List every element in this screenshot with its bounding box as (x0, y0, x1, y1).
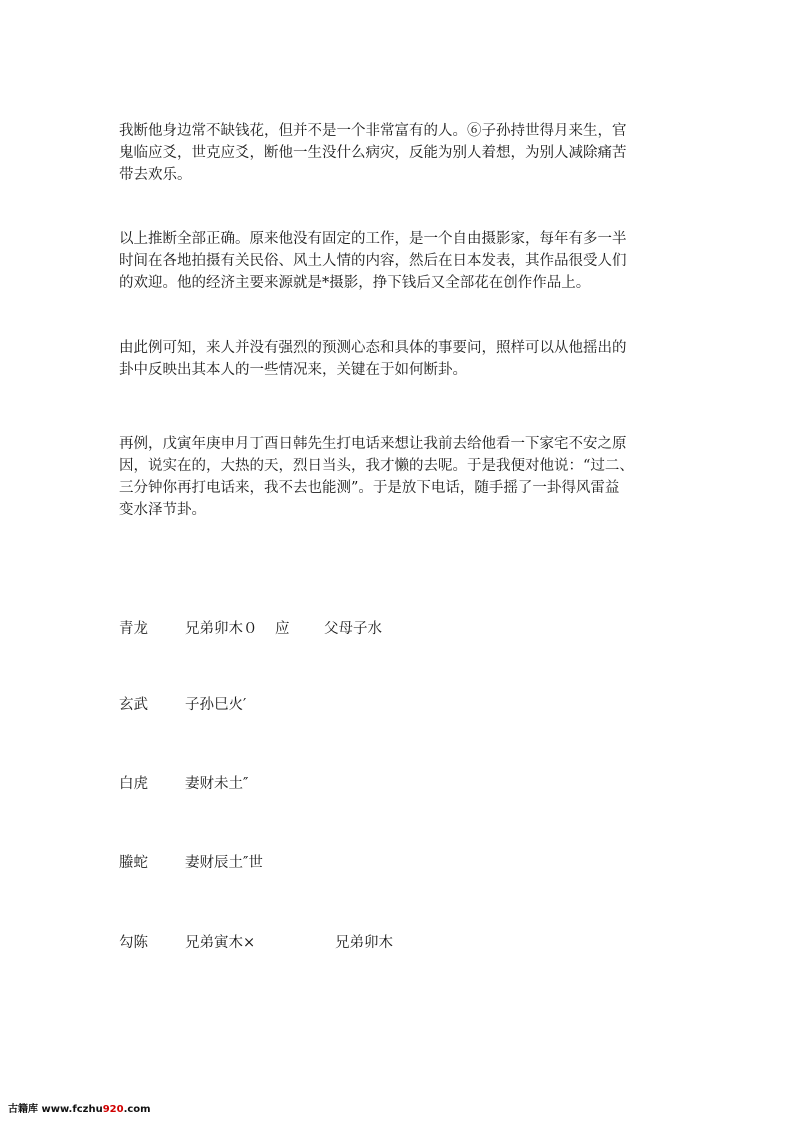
six-god: 青龙 (119, 621, 148, 637)
paragraph-line: 鬼临应爻，世克应爻，断他一生没什么病灾，反能为别人着想，为别人减除痛苦 (119, 145, 627, 161)
paragraph-3 (119, 337, 679, 381)
paragraph-line: 的欢迎。他的经济主要来源就是*摄影，挣下钱后又全部花在创作作品上。 (119, 275, 591, 291)
paragraph-line: 三分钟你再打电话来，我不去也能测”。于是放下电话，随手摇了一卦得风雷益 (119, 480, 620, 496)
paragraph-line: 再例，戊寅年庚申月丁酉日韩先生打电话来想让我前去给他看一下家宅不安之原 (119, 436, 627, 452)
yao-marker: 应 (275, 621, 290, 637)
yao-relation: 兄弟卯木０ (185, 621, 258, 637)
yao-relation: 妻财未土″ (185, 776, 249, 792)
yao-relation: 兄弟寅木× (185, 935, 256, 951)
paragraph-line: 我断他身边常不缺钱花，但并不是一个非常富有的人。⑥子孙持世得月来生，官 (119, 123, 627, 139)
paragraph-line: 由此例可知，来人并没有强烈的预测心态和具体的事要问，照样可以从他摇出的 (119, 340, 627, 356)
paragraph-line: 以上推断全部正确。原来他没有固定的工作，是一个自由摄影家，每年有多一半 (119, 231, 627, 247)
site-url[interactable]: www.fczhu920.com (41, 1104, 151, 1115)
paragraph-line: 时间在各地拍摄有关民俗、风土人情的内容，然后在日本发表，其作品很受人们 (119, 253, 627, 269)
paragraph-line: 带去欢乐。 (119, 167, 192, 183)
six-god: 玄武 (119, 697, 148, 713)
paragraph-line: 变水泽节卦。 (119, 502, 206, 518)
paragraph-line: 卦中反映出其本人的一些情况来，关键在于如何断卦。 (119, 362, 467, 378)
six-god: 白虎 (119, 776, 148, 792)
paragraph-2 (119, 228, 679, 294)
changed-yao: 父母子水 (324, 621, 382, 637)
paragraph-1 (119, 120, 679, 186)
paragraph-4 (119, 433, 679, 521)
yao-relation: 子孙巳火′ (185, 697, 247, 713)
changed-yao: 兄弟卯木 (335, 935, 393, 951)
six-god: 勾陈 (119, 935, 148, 951)
paragraph-line: 因，说实在的，大热的天，烈日当头，我才懒的去呢。于是我便对他说：“过二、 (119, 458, 634, 474)
site-name: 古籍库 (8, 1104, 38, 1115)
six-god: 螣蛇 (119, 855, 148, 871)
yao-relation: 妻财辰土″世 (185, 855, 263, 871)
footer-watermark (8, 1100, 151, 1115)
